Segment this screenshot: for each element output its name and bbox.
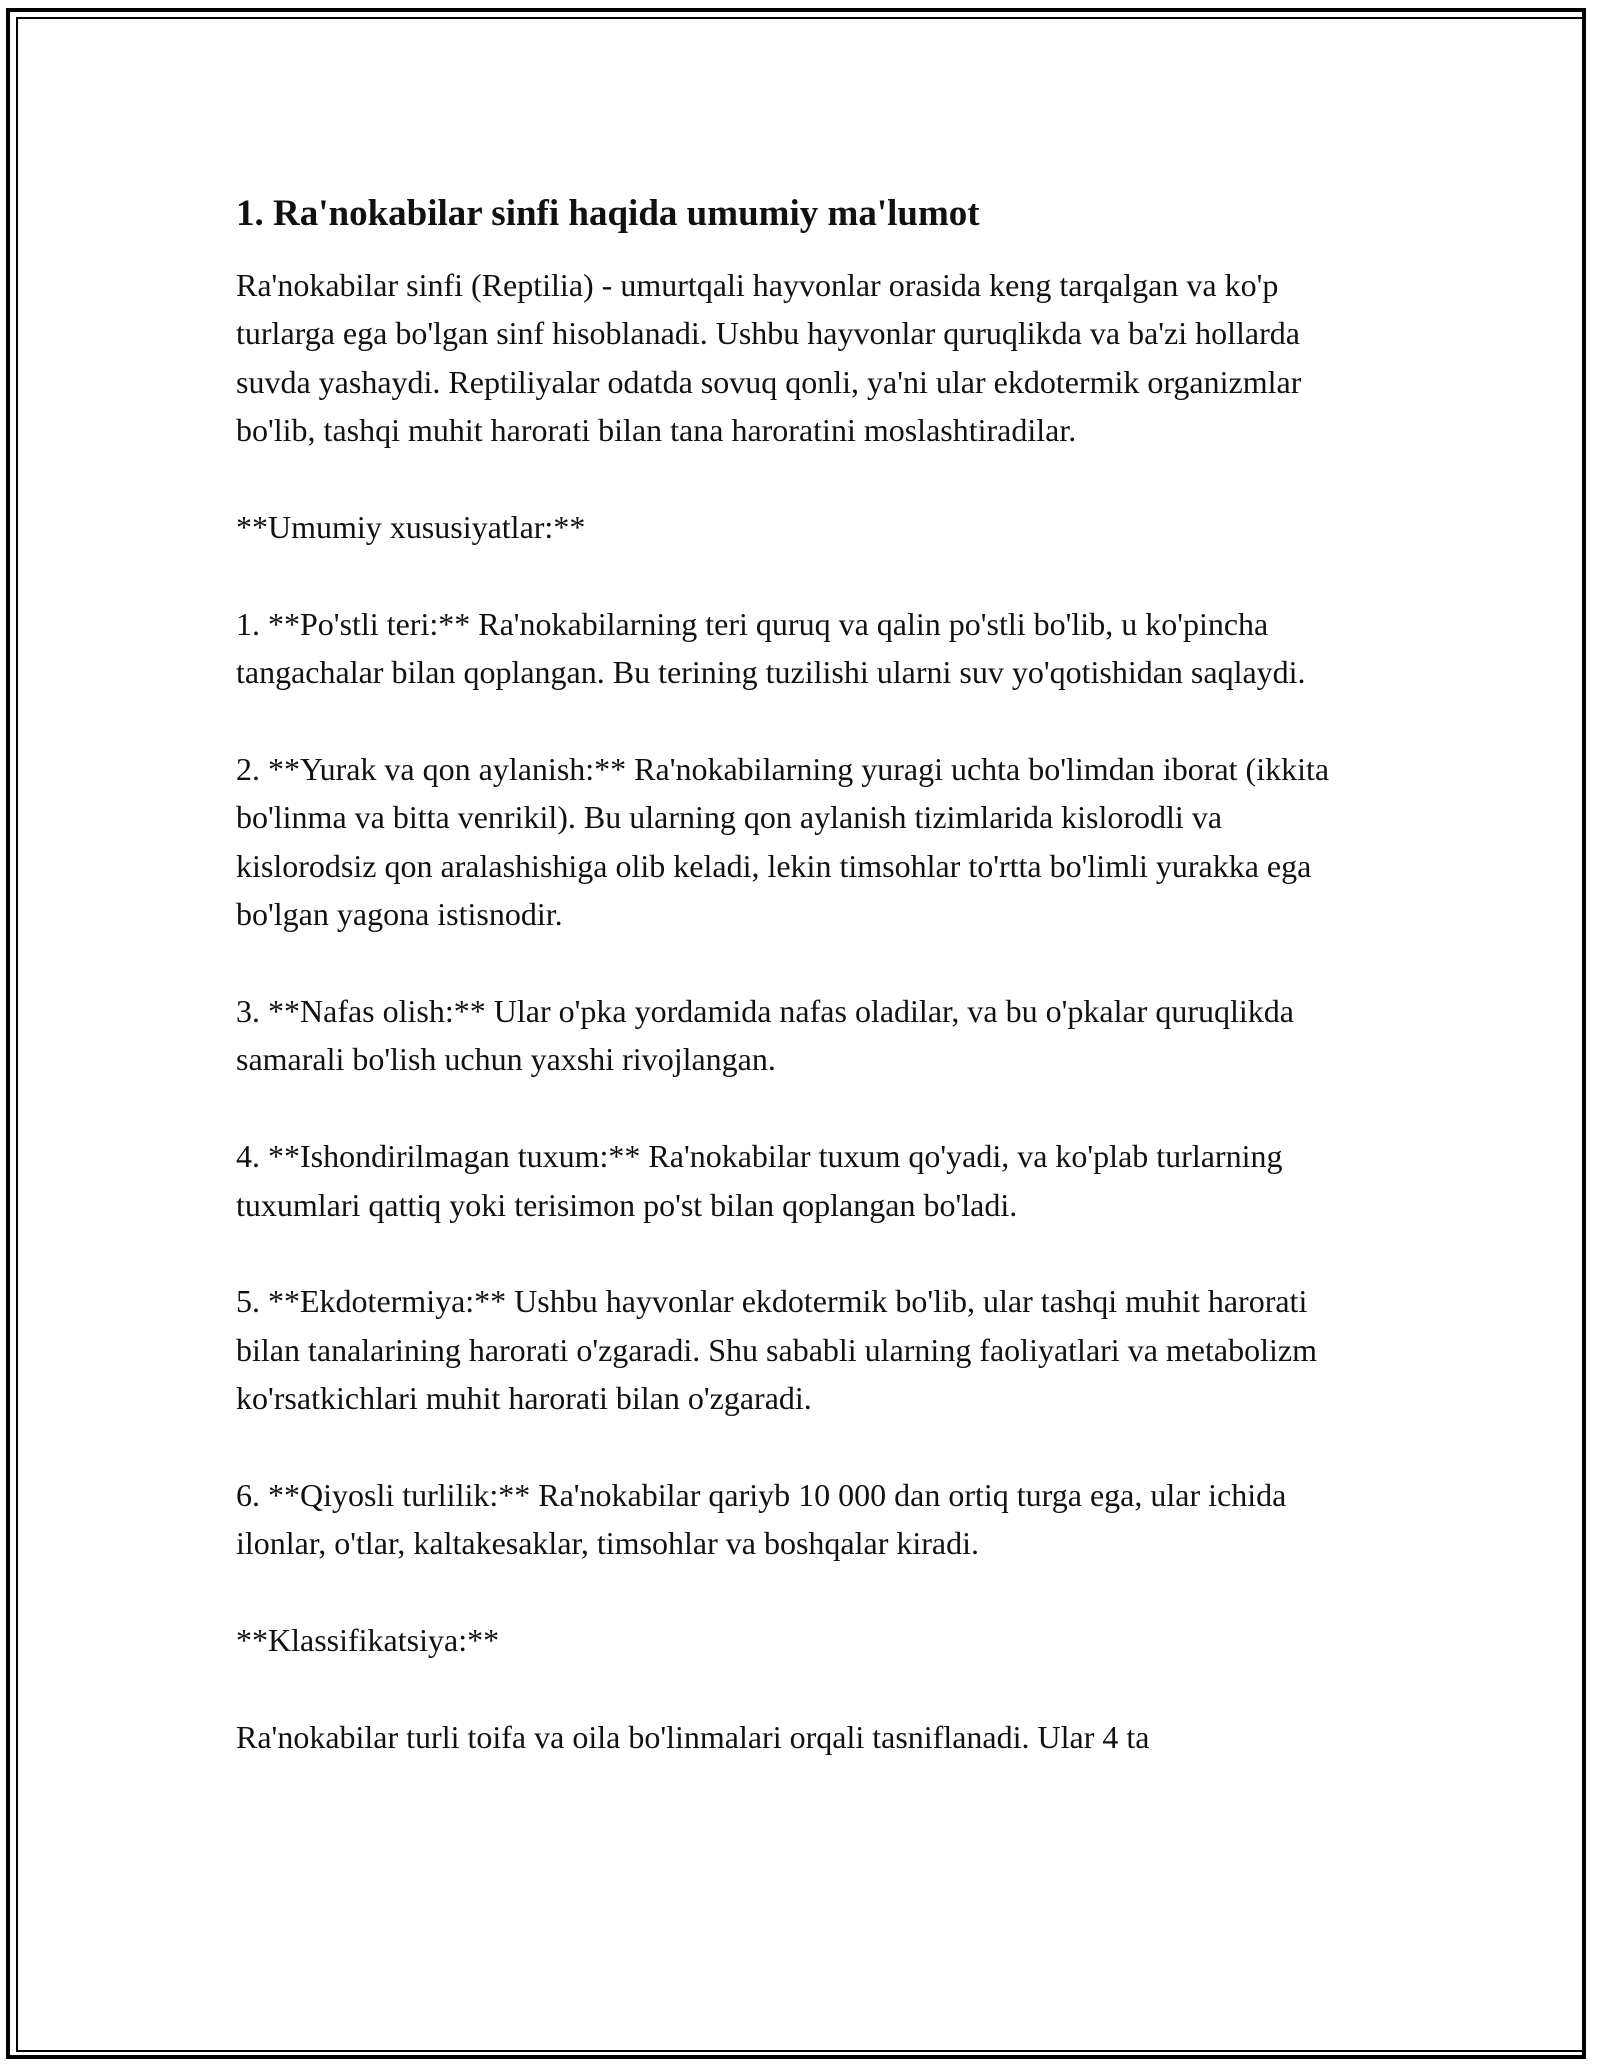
list-item-diversity: 6. **Qiyosli turlilik:** Ra'nokabilar qariyb 10 000 dan ortiq turga ega, ular ichida ilonlar, o'tlar, kaltakesaklar, timsohlar va boshqalar kiradi. bbox=[236, 1477, 1287, 1562]
list-item-ectothermy: 5. **Ekdotermiya:** Ushbu hayvonlar ekdotermik bo'lib, ular tashqi muhit harorati bilan tanalarining harorati o'zgaradi. Shu sababli ularning faoliyatlari va metabolizm ko'rsatkichlari muhit harorati bilan o'zgaradi. bbox=[236, 1283, 1317, 1417]
list-item-eggs: 4. **Ishondirilmagan tuxum:** Ra'nokabilar tuxum qo'yadi, va ko'plab turlarning tuxumlari qattiq yoki terisimon po'st bilan qoplangan bo'ladi. bbox=[236, 1138, 1283, 1223]
classification-paragraph: Ra'nokabilar turli toifa va oila bo'linmalari orqali tasniflanadi. Ular 4 ta bbox=[236, 1719, 1150, 1756]
list-item-breathing: 3. **Nafas olish:** Ular o'pka yordamida nafas oladilar, va bu o'pkalar quruqlikda samarali bo'lish uchun yaxshi rivojlangan. bbox=[236, 993, 1294, 1078]
classification-subheading: **Klassifikatsiya:** bbox=[236, 1622, 500, 1659]
document-body bbox=[236, 185, 1366, 1810]
section-heading: 1. Ra'nokabilar sinfi haqida umumiy ma'lumot bbox=[236, 193, 980, 234]
features-subheading: **Umumiy xususiyatlar:** bbox=[236, 509, 586, 546]
list-item-heart: 2. **Yurak va qon aylanish:** Ra'nokabilarning yuragi uchta bo'limdan iborat (ikkita bo'linma va bitta venrikil). Bu ularning qon aylanish tizimlarida kislorodli va kislorodsiz qon aralashishiga olib keladi, lekin timsohlar to'rtta bo'limli yurakka ega bo'lgan yagona istisnodir. bbox=[236, 751, 1330, 933]
intro-paragraph: Ra'nokabilar sinfi (Reptilia) - umurtqali hayvonlar orasida keng tarqalgan va ko'p turlarga ega bo'lgan sinf hisoblanadi. Ushbu hayvonlar quruqlikda va ba'zi hollarda suvda yashaydi. Reptiliyalar odatda sovuq qonli, ya'ni ular ekdotermik organizmlar bo'lib, tashqi muhit harorati bilan tana haroratini moslashtiradilar. bbox=[236, 267, 1302, 449]
list-item-skin: 1. **Po'stli teri:** Ra'nokabilarning teri quruq va qalin po'stli bo'lib, u ko'pincha tangachalar bilan qoplangan. Bu terining tuzilishi ularni suv yo'qotishidan saqlaydi. bbox=[236, 605, 1306, 691]
